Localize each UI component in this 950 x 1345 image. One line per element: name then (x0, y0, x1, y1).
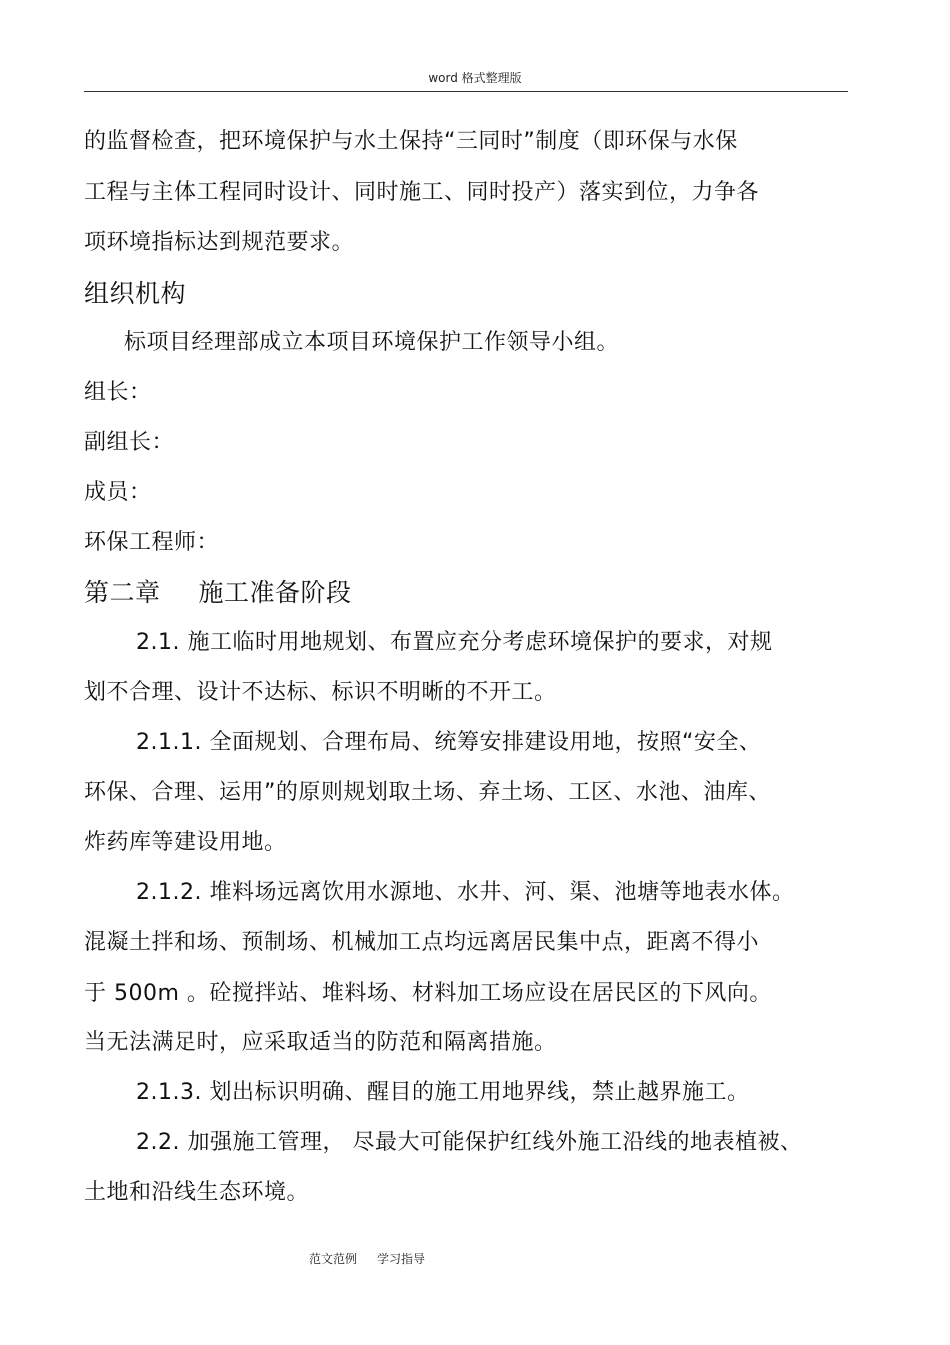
paragraph-2-1-1: 2.1.1. 全面规划、合理布局、统筹安排建设用地，按照“安全、 (136, 730, 762, 755)
section-heading-organization: 组织机构 (84, 279, 187, 308)
role-line-members: 成员： (84, 480, 152, 505)
chapter-title: 施工准备阶段 (198, 578, 352, 607)
page-footer (309, 1251, 425, 1267)
role-line-deputy: 副组长： (84, 430, 175, 455)
intro-line: 项环境指标达到规范要求。 (84, 230, 355, 255)
paragraph-2-1-2-cont: 混凝土拌和场、预制场、机械加工点均远离居民集中点，距离不得小 (84, 930, 760, 955)
intro-line: 的监督检查，把环境保护与水土保持“三同时”制度（即环保与水保 (84, 129, 738, 154)
header-rule (84, 91, 848, 92)
paragraph-2-2: 2.2. 加强施工管理， 尽最大可能保护红线外施工沿线的地表植被、 (136, 1130, 803, 1155)
paragraph-2-2-cont: 土地和沿线生态环境。 (84, 1180, 310, 1205)
role-line-leader: 组长： (84, 380, 152, 405)
paragraph-2-1-1-cont: 环保、合理、运用”的原则规划取土场、弃土场、工区、水池、油库、 (84, 780, 771, 805)
paragraph-2-1: 2.1. 施工临时用地规划、布置应充分考虑环境保护的要求，对规 (136, 630, 773, 655)
paragraph-2-1-1-cont: 炸药库等建设用地。 (84, 830, 287, 855)
paragraph-2-1-2: 2.1.2. 堆料场远离饮用水源地、水井、河、渠、池塘等地表水体。 (136, 880, 795, 905)
org-intro-paragraph: 标项目经理部成立本项目环境保护工作领导小组。 (124, 330, 620, 355)
header-text: word 格式整理版 (428, 71, 522, 85)
role-line-engineer: 环保工程师： (84, 530, 220, 555)
paragraph-2-1-2-cont: 当无法满足时，应采取适当的防范和隔离措施。 (84, 1030, 557, 1055)
paragraph-2-1-2-cont: 于 500m 。砼搅拌站、堆料场、材料加工场应设在居民区的下风向。 (84, 981, 772, 1006)
intro-line: 工程与主体工程同时设计、同时施工、同时投产）落实到位，力争各 (84, 180, 760, 205)
footer-left-text: 范文范例 (309, 1252, 358, 1266)
paragraph-2-1-cont: 划不合理、设计不达标、标识不明晰的不开工。 (84, 680, 557, 705)
chapter-number: 第二章 (84, 578, 161, 607)
footer-right-text: 学习指导 (377, 1252, 426, 1266)
paragraph-2-1-3: 2.1.3. 划出标识明确、醒目的施工用地界线，禁止越界施工。 (136, 1080, 750, 1105)
chapter-heading (84, 577, 352, 609)
